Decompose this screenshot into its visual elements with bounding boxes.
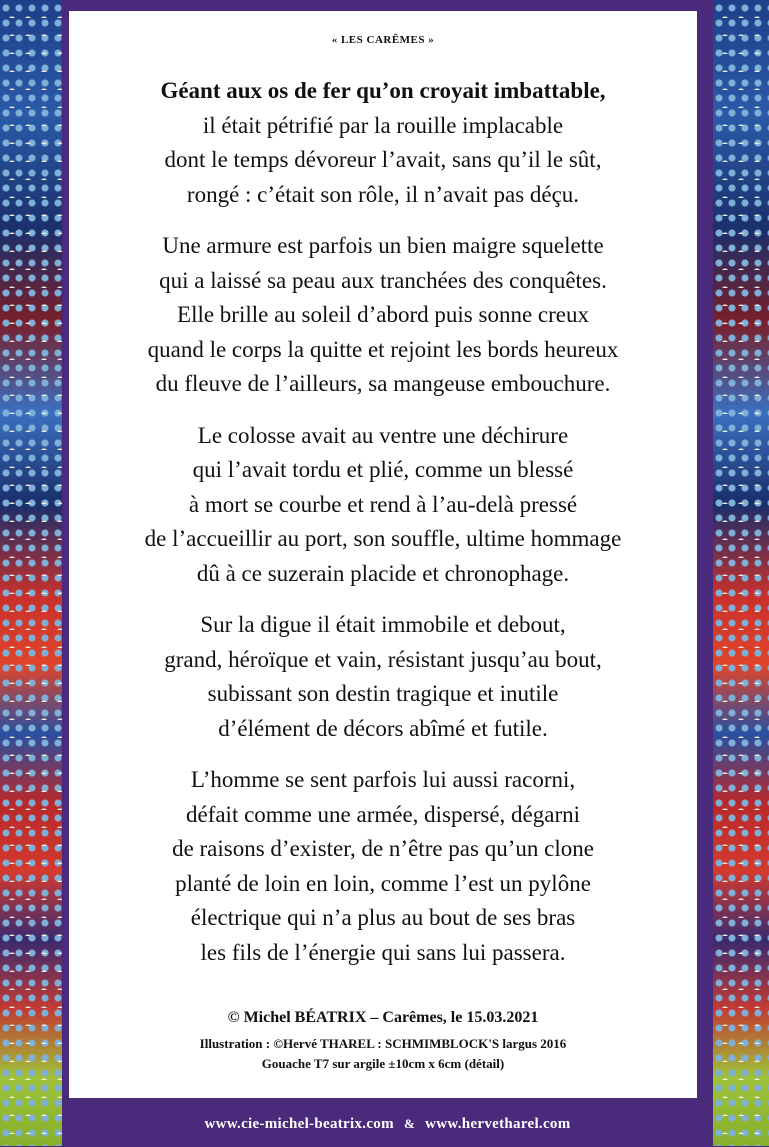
poem-line: Géant aux os de fer qu’on croyait imbattable, [160, 78, 606, 103]
poem-line: à mort se courbe et rend à l’au-delà pressé [188, 491, 578, 517]
poem-line: de raisons d’exister, de n’être pas qu’un clone [172, 836, 594, 861]
poem-body [69, 74, 697, 987]
poem-line: dont le temps dévoreur l’avait, sans qu’il le sût, [164, 147, 602, 172]
poem-card [66, 8, 700, 1101]
poem-line: dû à ce suzerain placide et chronophage. [196, 560, 570, 586]
poem-line: Une armure est parfois un bien maigre squelette [162, 233, 604, 258]
poem-line: les fils de l’énergie qui sans lui passera. [200, 939, 566, 965]
illustrator-website-link[interactable]: www.hervetharel.com [425, 1116, 571, 1132]
poem-line: planté de loin en loin, comme l’est un pylône [175, 870, 591, 896]
link-separator: & [403, 1116, 416, 1131]
illustration-credit [69, 1034, 697, 1074]
poem-line: d’élément de décors abîmé et futile. [218, 715, 548, 741]
poem-line: de l’accueillir au port, son souffle, ultime hommage [144, 526, 622, 551]
poem-line: subissant son destin tragique et inutile [207, 681, 559, 706]
poem-line: électrique qui n’a plus au bout de ses bras [190, 905, 576, 930]
poem-line: il était pétrifié par la rouille implacable [202, 112, 564, 138]
credits [69, 1006, 697, 1074]
stanza [69, 763, 697, 970]
poem-title: « LES CARÊMES » [331, 34, 435, 46]
right-painting-border [713, 0, 769, 1146]
illustration-credit-line: Illustration : ©Hervé THAREL : SCHMIMBLOCK'S largus 2016 [199, 1036, 567, 1051]
poem-line: quand le corps la quitte et rejoint les bords heureux [147, 336, 619, 362]
poem-line: Elle brille au soleil d’abord puis sonne creux [177, 302, 589, 327]
author-website-link[interactable]: www.cie-michel-beatrix.com [204, 1116, 394, 1132]
stanza [69, 419, 697, 592]
stanza [69, 74, 697, 212]
poem-line: grand, héroïque et vain, résistant jusqu’au bout, [164, 646, 602, 672]
poem-line: rongé : c’était son rôle, il n’avait pas déçu. [186, 181, 580, 207]
left-painting-border [0, 0, 62, 1146]
author-signature: © Michel BÉATRIX – Carêmes, le 15.03.2021 [227, 1009, 539, 1026]
stanza [69, 229, 697, 402]
poem-line: qui a laissé sa peau aux tranchées des conquêtes. [159, 267, 607, 293]
technique-line: Gouache T7 sur argile ±10cm x 6cm (détail) [261, 1056, 505, 1071]
stanza [69, 608, 697, 746]
poem-line: Sur la digue il était immobile et debout, [200, 612, 566, 637]
poem-line: défait comme une armée, dispersé, dégarni [185, 801, 581, 827]
poem-line: du fleuve de l’ailleurs, sa mangeuse embouchure. [155, 371, 611, 396]
poem-line: qui l’avait tordu et plié, comme un blessé [192, 457, 574, 482]
poem-line: Le colosse avait au ventre une déchirure [197, 422, 569, 448]
footer-bar [62, 1101, 713, 1146]
poem-line: L’homme se sent parfois lui aussi racorni, [190, 767, 576, 792]
